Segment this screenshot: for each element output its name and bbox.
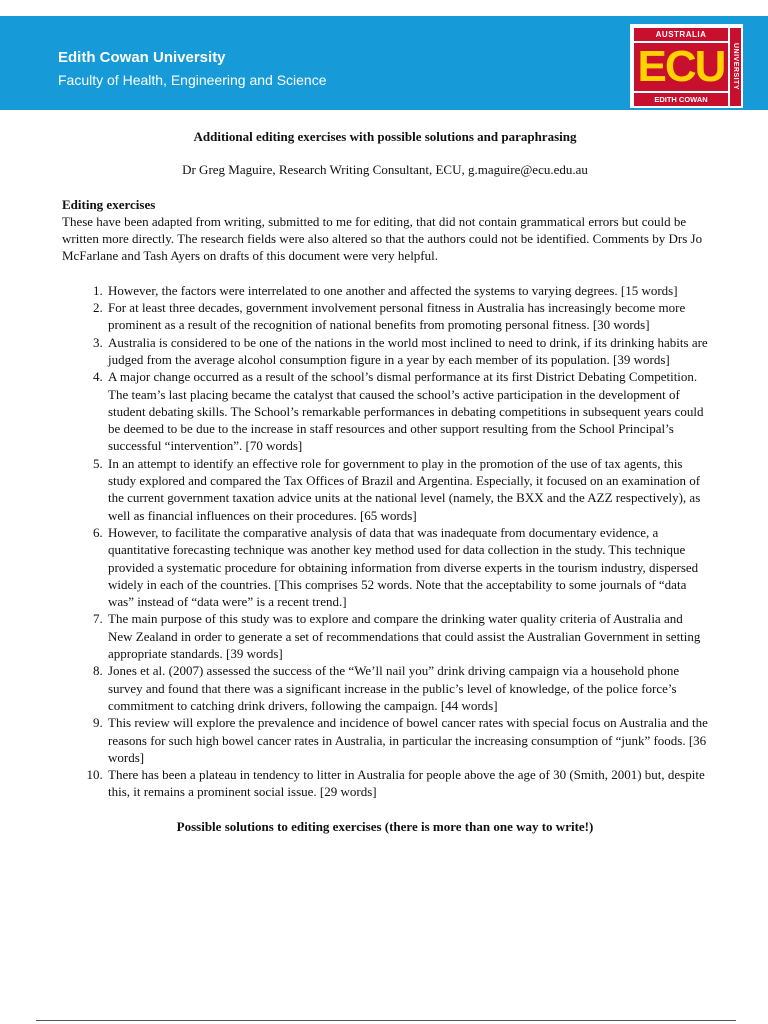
document-title: Additional editing exercises with possible solutions and paraphrasing [193,129,577,144]
list-item: 4. A major change occurred as a result of the school’s dismal performance at its first District Debating Competition. The team’s last placing became the catalyst that caused the school’s active participation in the development of student debating skills. The School’s remarkable performances in debating competitions in subsequent years could be deemed to be due to the increase in staff resources and other support resulting from the School Principal’s successful “intervention”. [70 words] [106,368,708,454]
intro-paragraph: These have been adapted from writing, submitted to me for editing, that did not contain grammatical errors but could be written more directly. The research fields were also altered so that the authors could not be identified. Comments by Drs Jo McFarlane and Tash Ayers on drafts of this document were very helpful. [62,213,703,264]
logo-acronym: ECU [634,43,728,91]
logo-side-text: UNIVERSITY [730,28,741,106]
document-body [62,128,708,835]
page-divider [36,1020,736,1021]
list-item: 2. For at least three decades, government involvement personal fitness in Australia has increasingly become more prominent as a result of the recognition of national benefits from promoting personal fitness. [30 words] [106,299,708,334]
header-text [58,48,327,89]
ecu-logo [630,24,743,108]
list-item: 5. In an attempt to identify an effective role for government to play in the promotion of the use of tax agents, this study explored and compared the Tax Offices of Brazil and Argentina. Especially, it focused on an examination of the current government taxation advice units at the national level (namely, the BXX and the AZZ respectively), as well as financial influences on their procedures. [65 words] [106,455,708,524]
list-item: 9. This review will explore the prevalence and incidence of bowel cancer rates with special focus on Australia and the reasons for such high bowel cancer rates in Australia, in particular the increasing consumption of “junk” foods. [36 words] [106,714,708,766]
faculty-name: Faculty of Health, Engineering and Science [58,72,327,88]
list-item: 8. Jones et al. (2007) assessed the success of the “We’ll nail you” drink driving campaign via a household phone survey and found that there was a significant increase in the public’s level of knowledge, of the police force’s commitment to catching drink drivers, following the campaign. [44 words] [106,662,708,714]
list-item: 6. However, to facilitate the comparative analysis of data that was inadequate from documentary evidence, a quantitative forecasting technique was another key method used for data collection in the study. This technique provided a systematic procedure for obtaining information from diverse experts in the tourism industry, dispersed widely in each of the countries. [This comprises 52 words. Note that the acceptability to some journals of “data was” instead of “data were” is a recent trend.] [106,524,708,610]
university-name: Edith Cowan University [58,49,226,66]
solutions-heading: Possible solutions to editing exercises (there is more than one way to write!) [176,818,594,834]
logo-name: EDITH COWAN [634,93,728,106]
list-item: 10. There has been a plateau in tendency to litter in Australia for people above the age of 30 (Smith, 2001) but, despite this, it remains a prominent social issue. [29 words] [106,766,708,801]
section-heading: Editing exercises [62,196,156,212]
logo-country: AUSTRALIA [634,28,728,41]
list-item: 7. The main purpose of this study was to explore and compare the drinking water quality criteria of Australia and New Zealand in order to generate a set of recommendations that could assist the Australian Government in setting appropriate standards. [39 words] [106,610,708,662]
exercise-list [62,282,708,801]
list-item: 3. Australia is considered to be one of the nations in the world most inclined to need to drink, if its drinking habits are judged from the average alcohol consumption figure in a year by each member of its population. [39 words] [106,334,708,369]
author-line: Dr Greg Maguire, Research Writing Consultant, ECU, g.maguire@ecu.edu.au [182,162,588,178]
list-item: 1. However, the factors were interrelated to one another and affected the systems to varying degrees. [15 words] [106,282,708,299]
